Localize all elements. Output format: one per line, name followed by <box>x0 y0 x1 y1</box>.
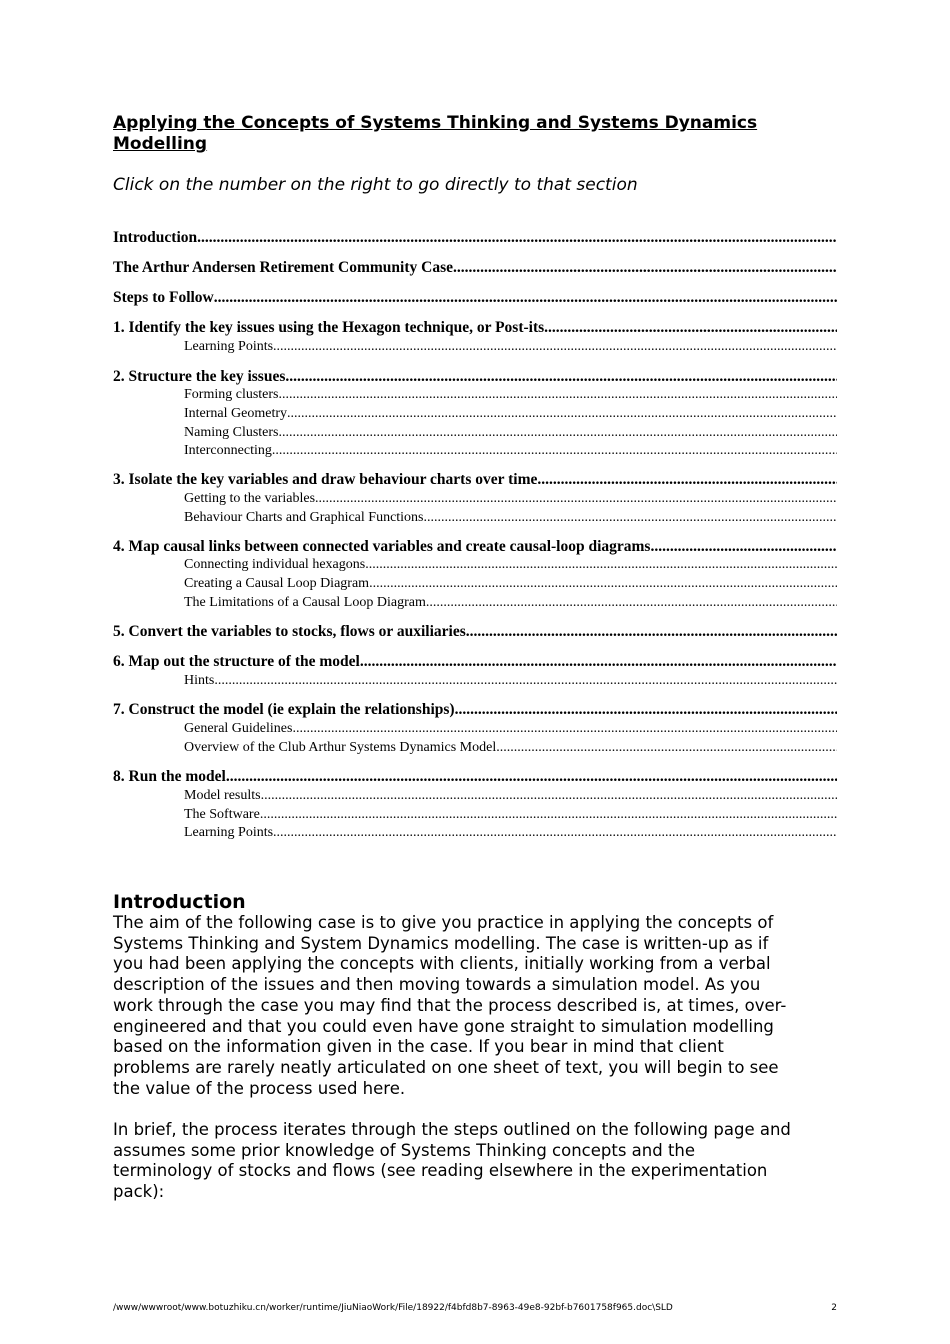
paragraph-1-line: based on the information given in the case. If you bear in mind that client <box>113 1037 724 1057</box>
toc-subsection-link[interactable] <box>184 386 837 404</box>
toc-subsection-link[interactable] <box>184 405 837 423</box>
toc-entry-label: 1. Identify the key issues using the Hexagon technique, or Post-its <box>113 319 545 336</box>
toc-entry-label: Learning Points <box>184 339 274 354</box>
toc-entry-label: Getting to the variables <box>184 491 316 506</box>
toc-dot-leader <box>273 338 837 356</box>
toc-dot-leader <box>287 405 837 423</box>
toc-section-link[interactable] <box>113 652 837 672</box>
toc-section-link[interactable] <box>113 470 837 490</box>
toc-subsection-link[interactable] <box>184 787 837 805</box>
paragraph-1-line: The aim of the following case is to give you practice in applying the concepts of <box>113 913 774 932</box>
toc-dot-leader <box>466 622 837 642</box>
toc-entry-label: 8. Run the model <box>113 768 226 785</box>
toc-dot-leader <box>496 739 837 757</box>
toc-entry-label: The Software <box>184 807 260 822</box>
toc-entry-label: Forming clusters <box>184 387 279 402</box>
paragraph-1-line: work through the case you may find that the process described is, at times, over- <box>113 995 787 1015</box>
toc-subsection-link[interactable] <box>184 424 837 442</box>
toc-section-link[interactable] <box>113 537 837 557</box>
toc-entry-label: 3. Isolate the key variables and draw behaviour charts over time <box>113 471 538 488</box>
toc-section-link[interactable] <box>113 622 837 642</box>
toc-dot-leader <box>261 787 837 805</box>
toc-dot-leader <box>369 575 837 593</box>
toc-entry-label: Hints <box>184 673 215 688</box>
paragraph-1-line: Systems Thinking and System Dynamics modelling. The case is written-up as if <box>113 933 769 953</box>
toc-entry-label: Introduction <box>113 229 198 246</box>
toc-entry-label: 2. Structure the key issues <box>113 368 286 385</box>
toc-dot-leader <box>285 367 837 387</box>
toc-entry-label: General Guidelines <box>184 721 293 736</box>
paragraph-1-line: problems are rarely neatly articulated on one sheet of text, you will begin to see <box>113 1057 779 1077</box>
paragraph-1-line: you had been applying the concepts with clients, initially working from a verbal <box>113 954 771 974</box>
toc-section-link[interactable] <box>113 318 837 338</box>
toc-entry-label: Creating a Causal Loop Diagram <box>184 576 370 591</box>
toc-subsection-link[interactable] <box>184 556 837 574</box>
toc-subsection-link[interactable] <box>184 509 837 527</box>
toc-dot-leader <box>226 767 837 787</box>
toc-subsection-link[interactable] <box>184 720 837 738</box>
toc-entry-label: Overview of the Club Arthur Systems Dynamics Model <box>184 740 497 755</box>
toc-dot-leader <box>365 556 837 574</box>
toc-entry-label: Naming Clusters <box>184 425 279 440</box>
toc-dot-leader <box>292 720 837 738</box>
toc-dot-leader <box>424 509 837 527</box>
toc-dot-leader <box>455 700 837 720</box>
toc-section-link[interactable] <box>113 367 837 387</box>
toc-entry-label: Model results <box>184 788 261 803</box>
document-title-line-2: Modelling <box>113 134 208 154</box>
toc-section-link[interactable] <box>113 700 837 720</box>
paragraph-1-line: the value of the process used here. <box>113 1078 406 1098</box>
toc-subsection-link[interactable] <box>184 672 837 690</box>
toc-section-link[interactable] <box>113 288 837 308</box>
toc-dot-leader <box>426 594 837 612</box>
toc-subsection-link[interactable] <box>184 594 837 612</box>
toc-entry-label: Steps to Follow <box>113 289 214 306</box>
toc-dot-leader <box>197 228 837 248</box>
paragraph-1-line: description of the issues and then moving towards a simulation model. As you <box>113 975 761 995</box>
toc-entry-label: 5. Convert the variables to stocks, flows or auxiliaries <box>113 623 466 640</box>
document-title-line-1: Applying the Concepts of Systems Thinking and Systems Dynamics <box>113 113 758 133</box>
paragraph-2-line: pack): <box>113 1182 165 1202</box>
toc-entry-label: Behaviour Charts and Graphical Functions <box>184 510 424 525</box>
toc-subsection-link[interactable] <box>184 442 837 460</box>
toc-subsection-link[interactable] <box>184 575 837 593</box>
toc-dot-leader <box>650 537 837 557</box>
toc-entry-label: Interconnecting <box>184 443 272 458</box>
toc-entry-label: Internal Geometry <box>184 406 288 421</box>
toc-entry-label: The Arthur Andersen Retirement Community Case <box>113 259 453 276</box>
footer-page-number: 2 <box>831 1303 837 1313</box>
introduction-paragraph-1 <box>113 913 843 1099</box>
document-title <box>113 113 813 155</box>
toc-dot-leader <box>279 386 838 404</box>
introduction-paragraph-2 <box>113 1120 843 1203</box>
paragraph-2-line: In brief, the process iterates through the steps outlined on the following page and <box>113 1120 791 1139</box>
toc-section-link[interactable] <box>113 228 837 248</box>
paragraph-1-line: engineered and that you could even have gone straight to simulation modelling <box>113 1016 774 1036</box>
toc-dot-leader <box>279 424 838 442</box>
toc-dot-leader <box>214 672 837 690</box>
toc-entry-label: 7. Construct the model (ie explain the relationships) <box>113 701 455 718</box>
toc-dot-leader <box>260 806 837 824</box>
toc-entry-label: The Limitations of a Causal Loop Diagram <box>184 595 426 610</box>
toc-entry-label: 4. Map causal links between connected variables and create causal-loop diagrams <box>113 538 651 555</box>
toc-entry-label: Connecting individual hexagons <box>184 557 366 572</box>
toc-dot-leader <box>544 318 837 338</box>
toc-entry-label: Learning Points <box>184 825 274 840</box>
toc-instruction: Click on the number on the right to go directly to that section <box>113 175 638 195</box>
introduction-heading: Introduction <box>113 891 246 913</box>
toc-dot-leader <box>453 258 837 278</box>
footer-file-path: /www/wwwroot/www.botuzhiku.cn/worker/runtime/JiuNiaoWork/File/18922/f4bfd8b7-8963-49e8-92bf-b7601758f965.doc\SLD <box>113 1303 673 1313</box>
toc-dot-leader <box>537 470 837 490</box>
toc-dot-leader <box>315 490 837 508</box>
toc-section-link[interactable] <box>113 258 837 278</box>
toc-subsection-link[interactable] <box>184 739 837 757</box>
toc-subsection-link[interactable] <box>184 490 837 508</box>
toc-subsection-link[interactable] <box>184 806 837 824</box>
toc-dot-leader <box>272 442 837 460</box>
toc-dot-leader <box>360 652 837 672</box>
paragraph-2-line: assumes some prior knowledge of Systems Thinking concepts and the <box>113 1140 696 1160</box>
toc-dot-leader <box>273 824 837 842</box>
toc-section-link[interactable] <box>113 767 837 787</box>
toc-entry-label: 6. Map out the structure of the model <box>113 653 360 670</box>
paragraph-2-line: terminology of stocks and flows (see reading elsewhere in the experimentation <box>113 1161 768 1181</box>
toc-subsection-link[interactable] <box>184 338 837 356</box>
toc-subsection-link[interactable] <box>184 824 837 842</box>
toc-dot-leader <box>214 288 837 308</box>
